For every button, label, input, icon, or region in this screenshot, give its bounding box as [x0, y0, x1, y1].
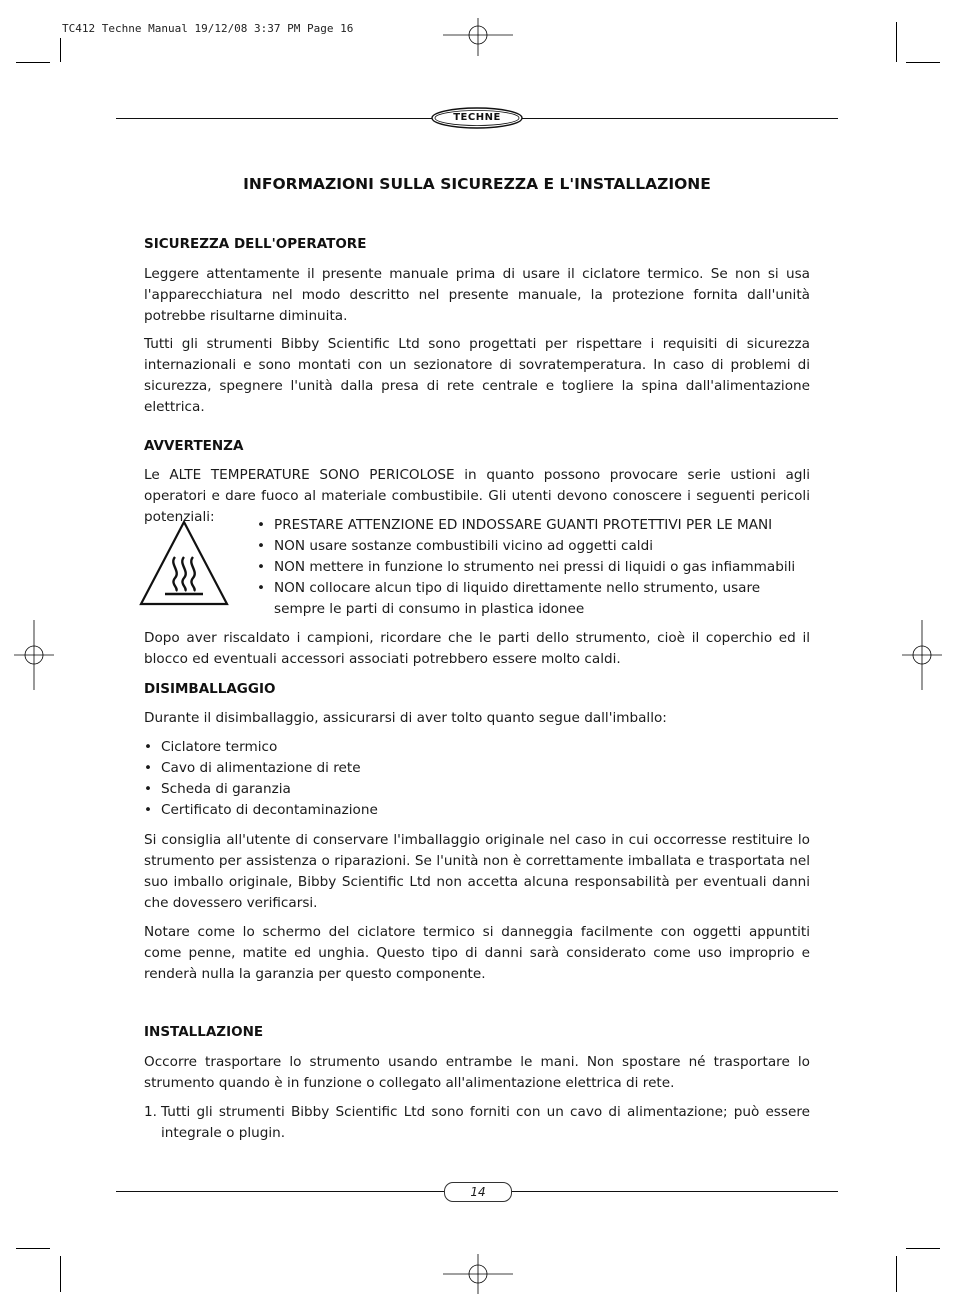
numbered-item-1: [144, 1102, 810, 1144]
techne-logo-text: TECHNE: [453, 112, 501, 123]
list-item: • Cavo di alimentazione di rete: [144, 758, 810, 779]
warning-list: [257, 515, 810, 620]
list-item: • Certificato di decontaminazione: [144, 800, 810, 821]
item-text: Tutti gli strumenti Bibby Scientific Ltd sono forniti con un cavo di alimentazione; può essere integrale o plugin.: [161, 1104, 810, 1141]
list-item: • NON usare sostanze combustibili vicino ad oggetti caldi: [257, 536, 810, 557]
registration-mark-right: [902, 620, 942, 690]
techne-logo: [431, 107, 523, 129]
list-item: • NON mettere in funzione lo strumento nei pressi di liquidi o gas infiammabili: [257, 557, 810, 578]
registration-mark-left: [14, 620, 54, 690]
print-slug: TC412 Techne Manual 19/12/08 3:37 PM Page 16: [62, 22, 354, 35]
paragraph-disimballaggio-1: Durante il disimballaggio, assicurarsi di aver tolto quanto segue dall'imballo:: [144, 710, 667, 726]
heading-disimballaggio: DISIMBALLAGGIO: [144, 681, 276, 697]
item-number: 1.: [144, 1104, 157, 1120]
paragraph-disimballaggio-3: Notare come lo schermo del ciclatore termico si danneggia facilmente con oggetti appuntiti come penne, matite ed unghia. Questo tipo di danni sarà considerato come uso improprio e renderà nulla la garanzia per questo componente.: [144, 924, 810, 982]
heading-installazione: INSTALLAZIONE: [144, 1024, 264, 1040]
registration-mark-bottom: [443, 1254, 513, 1294]
registration-mark-top: [443, 18, 513, 58]
unpack-list: [144, 737, 810, 821]
page-title: INFORMAZIONI SULLA SICUREZZA E L'INSTALLAZIONE: [243, 175, 711, 193]
hot-surface-warning-icon: [138, 519, 230, 607]
list-item: • NON collocare alcun tipo di liquido direttamente nello strumento, usare sempre le parti di consumo in plastica idonee: [257, 578, 810, 620]
paragraph-installazione-1: Occorre trasportare lo strumento usando entrambe le mani. Non spostare né trasportare lo strumento quando è in funzione o collegato all'alimentazione elettrica di rete.: [144, 1054, 810, 1091]
paragraph-operatore-2: Tutti gli strumenti Bibby Scientific Ltd sono progettati per rispettare i requisiti di sicurezza internazionali e sono montati con un sezionatore di sovratemperatura. In caso di problemi di sicurezza, spegnere l'unità dalla presa di rete centrale e togliere la spina dall'alimentazione elettrica.: [144, 336, 810, 415]
heading-operatore: SICUREZZA DELL'OPERATORE: [144, 236, 367, 252]
heading-avvertenza: AVVERTENZA: [144, 438, 244, 454]
paragraph-disimballaggio-2: Si consiglia all'utente di conservare l'imballaggio originale nel caso in cui occorresse restituire lo strumento per assistenza o riparazioni. Se l'unità non è correttamente imballata e trasportata nel suo imballo originale, Bibby Scientific Ltd non accetta alcuna responsabilità per eventuali danni che dovessero verificarsi.: [144, 832, 810, 911]
paragraph-avvertenza-2: Dopo aver riscaldato i campioni, ricordare che le parti dello strumento, cioè il coperchio ed il blocco ed eventuali accessori associati potrebbero essere molto caldi.: [144, 630, 810, 667]
paragraph-avvertenza-1: Le ALTE TEMPERATURE SONO PERICOLOSE in quanto possono provocare serie ustioni agli operatori e dare fuoco al materiale combustibile. Gli utenti devono conoscere i seguenti pericoli potenziali:: [144, 467, 810, 525]
list-item: • Ciclatore termico: [144, 737, 810, 758]
page-number: 14: [444, 1182, 512, 1202]
paragraph-operatore-1: Leggere attentamente il presente manuale prima di usare il ciclatore termico. Se non si usa l'apparecchiatura nel modo descritto nel presente manuale, la protezione fornita dall'unità potrebbe risultarne diminuita.: [144, 266, 810, 324]
list-item: • PRESTARE ATTENZIONE ED INDOSSARE GUANTI PROTETTIVI PER LE MANI: [257, 515, 810, 536]
list-item: • Scheda di garanzia: [144, 779, 810, 800]
